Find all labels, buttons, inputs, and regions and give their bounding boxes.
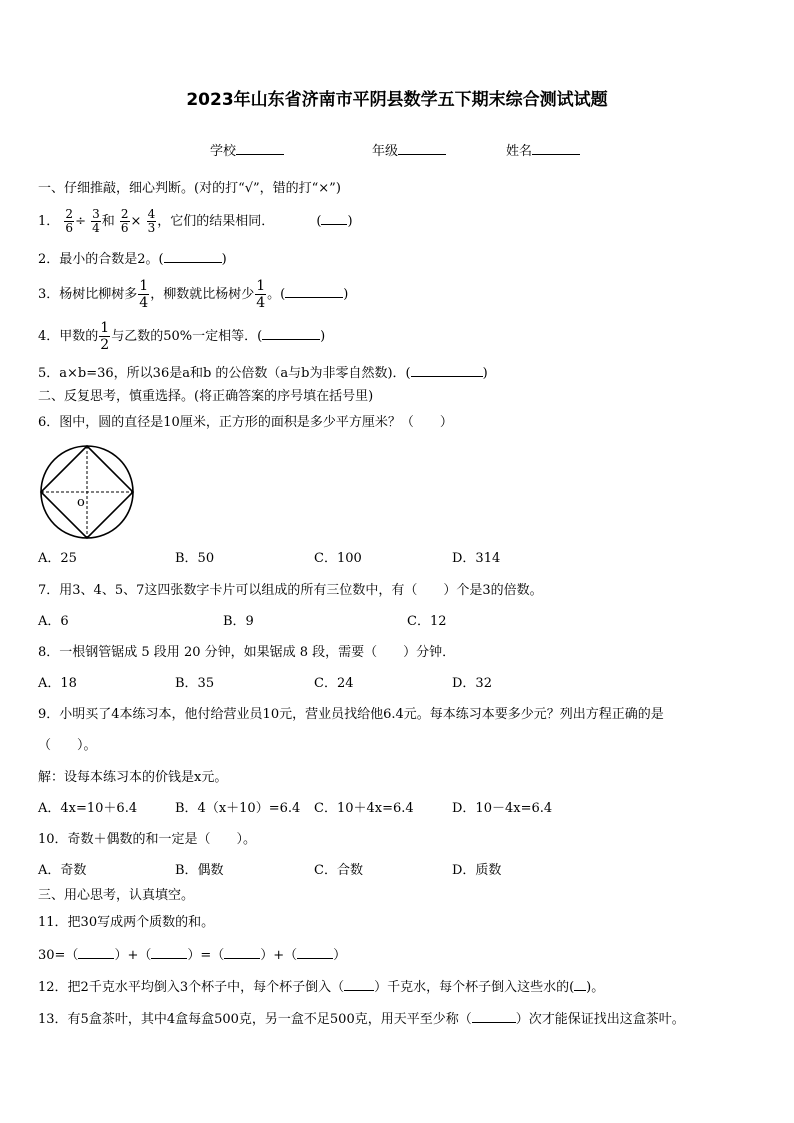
q10-option-a[interactable]: A．奇数 xyxy=(38,863,87,878)
q3-answer-blank[interactable] xyxy=(285,283,343,298)
q11-blank-4[interactable] xyxy=(297,944,333,959)
question-2: 2．最小的合数是2。( ) xyxy=(38,248,227,270)
q10-option-b[interactable]: B．偶数 xyxy=(175,863,224,878)
q10-option-c[interactable]: C．合数 xyxy=(314,863,363,878)
q6-option-d[interactable]: D．314 xyxy=(452,551,501,566)
q1-fraction-3: $\frac{2}{6}$ xyxy=(120,207,129,235)
q9-option-b[interactable]: B．4（x＋10）=6.4 xyxy=(175,801,301,816)
q12-blank-1[interactable] xyxy=(344,976,374,991)
q10-option-d[interactable]: D．质数 xyxy=(452,863,502,878)
q3-fraction-1: $\frac{1}{4}$ xyxy=(139,278,149,311)
question-9-solution-intro: 解：设每本练习本的价钱是x元。 xyxy=(38,770,228,785)
name-field[interactable] xyxy=(506,140,580,162)
grade-blank[interactable] xyxy=(398,140,446,155)
q11-blank-2[interactable] xyxy=(151,944,187,959)
q7-option-b[interactable]: B．9 xyxy=(223,614,254,629)
school-blank[interactable] xyxy=(236,140,284,155)
q1-fraction-2: $\frac{3}{4}$ xyxy=(92,207,100,235)
q1-divide: ÷ xyxy=(75,214,86,229)
q9-option-d[interactable]: D．10－4x=6.4 xyxy=(452,801,553,816)
q1-answer-blank[interactable] xyxy=(321,210,347,225)
q9-option-a[interactable]: A．4x=10＋6.4 xyxy=(38,801,138,816)
section-3-heading: 三、用心思考，认真填空。 xyxy=(38,888,195,903)
school-label: 学校 xyxy=(210,144,237,159)
question-5: 5．a×b=36，所以36是a和b 的公倍数（a与b为非零自然数)．( ) xyxy=(38,362,488,384)
q13-blank[interactable] xyxy=(472,1008,516,1023)
grade-field[interactable] xyxy=(372,140,446,162)
q1-fraction-1: $\frac{2}{6}$ xyxy=(65,207,74,235)
school-field[interactable] xyxy=(210,140,284,162)
question-7: 7．用3、4、5、7这四张数字卡片可以组成的所有三位数中，有（ ）个是3的倍数。 xyxy=(38,583,543,598)
name-blank[interactable] xyxy=(532,140,580,155)
question-3: 3．杨树比柳树多 $\frac{1}{4}$ ，柳数就比杨树少 $\frac{1}{4}$ 。( ) xyxy=(38,278,349,311)
q11-blank-1[interactable] xyxy=(78,944,114,959)
section-2-heading: 二、反复思考，慎重选择。(将正确答案的序号填在括号里) xyxy=(38,389,374,404)
q8-option-b[interactable]: B．35 xyxy=(175,676,215,691)
name-label: 姓名 xyxy=(506,144,533,159)
q6-option-b[interactable]: B．50 xyxy=(175,551,215,566)
q2-answer-blank[interactable] xyxy=(164,248,222,263)
question-10: 10．奇数＋偶数的和一定是（ ）。 xyxy=(38,832,257,847)
q4-fraction: $\frac{1}{2}$ xyxy=(100,320,110,353)
q12-blank-2[interactable] xyxy=(574,976,586,991)
q9-option-c[interactable]: C．10＋4x=6.4 xyxy=(314,801,414,816)
q1-tail: ，它们的结果相同． xyxy=(157,214,275,229)
q11-blank-3[interactable] xyxy=(224,944,260,959)
q4-answer-blank[interactable] xyxy=(262,325,320,340)
q3-fraction-2: $\frac{1}{4}$ xyxy=(256,278,266,311)
question-9-paren: （ ）。 xyxy=(38,738,97,753)
circle-square-figure xyxy=(38,443,138,543)
q1-multiply: × xyxy=(130,214,142,229)
q5-answer-blank[interactable] xyxy=(411,362,483,377)
q1-and: 和 xyxy=(101,214,115,229)
section-1-heading: 一、仔细推敲，细心判断。(对的打“√”，错的打“×”) xyxy=(38,181,341,196)
question-11-equation: 30=（ ）+（ ）=（ ）+（ ） xyxy=(38,944,346,966)
question-12: 12．把2千克水平均倒入3个杯子中，每个杯子倒入（ ）千克水，每个杯子倒入这些水的( )。 xyxy=(38,976,604,998)
question-1: 1． $\frac{2}{6}$ ÷ $\frac{3}{4}$ 和 $\frac{2}{6}$ × $\frac{4}{3}$ ，它们的结果相同． ( ) xyxy=(38,207,353,235)
q8-option-d[interactable]: D．32 xyxy=(452,676,492,691)
grade-label: 年级 xyxy=(372,144,399,159)
question-4: 4．甲数的 $\frac{1}{2}$ 与乙数的50%一定相等．( ) xyxy=(38,320,326,353)
q1-number: 1． xyxy=(38,214,60,229)
q6-option-c[interactable]: C．100 xyxy=(314,551,362,566)
q8-option-c[interactable]: C．24 xyxy=(314,676,354,691)
question-9: 9．小明买了4本练习本，他付给营业员10元，营业员找给他6.4元。每本练习本要多少元？列出方程正确的是 xyxy=(38,707,664,722)
page-title: 2023年山东省济南市平阴县数学五下期末综合测试试题 xyxy=(186,90,608,110)
question-6: 6．图中，圆的直径是10厘米，正方形的面积是多少平方厘米？（ ） xyxy=(38,415,453,430)
q7-option-a[interactable]: A．6 xyxy=(38,614,69,629)
q8-option-a[interactable]: A．18 xyxy=(38,676,77,691)
question-8: 8．一根钢管锯成 5 段用 20 分钟，如果锯成 8 段，需要（ ）分钟． xyxy=(38,645,456,660)
q1-fraction-4: $\frac{4}{3}$ xyxy=(147,207,156,235)
center-label: o xyxy=(77,495,85,510)
question-11: 11．把30写成两个质数的和。 xyxy=(38,915,215,930)
question-13: 13．有5盒茶叶，其中4盒每盒500克，另一盒不足500克，用天平至少称（ ）次才能保证找出这盒茶叶。 xyxy=(38,1008,685,1030)
q6-option-a[interactable]: A．25 xyxy=(38,551,77,566)
q7-option-c[interactable]: C．12 xyxy=(407,614,447,629)
